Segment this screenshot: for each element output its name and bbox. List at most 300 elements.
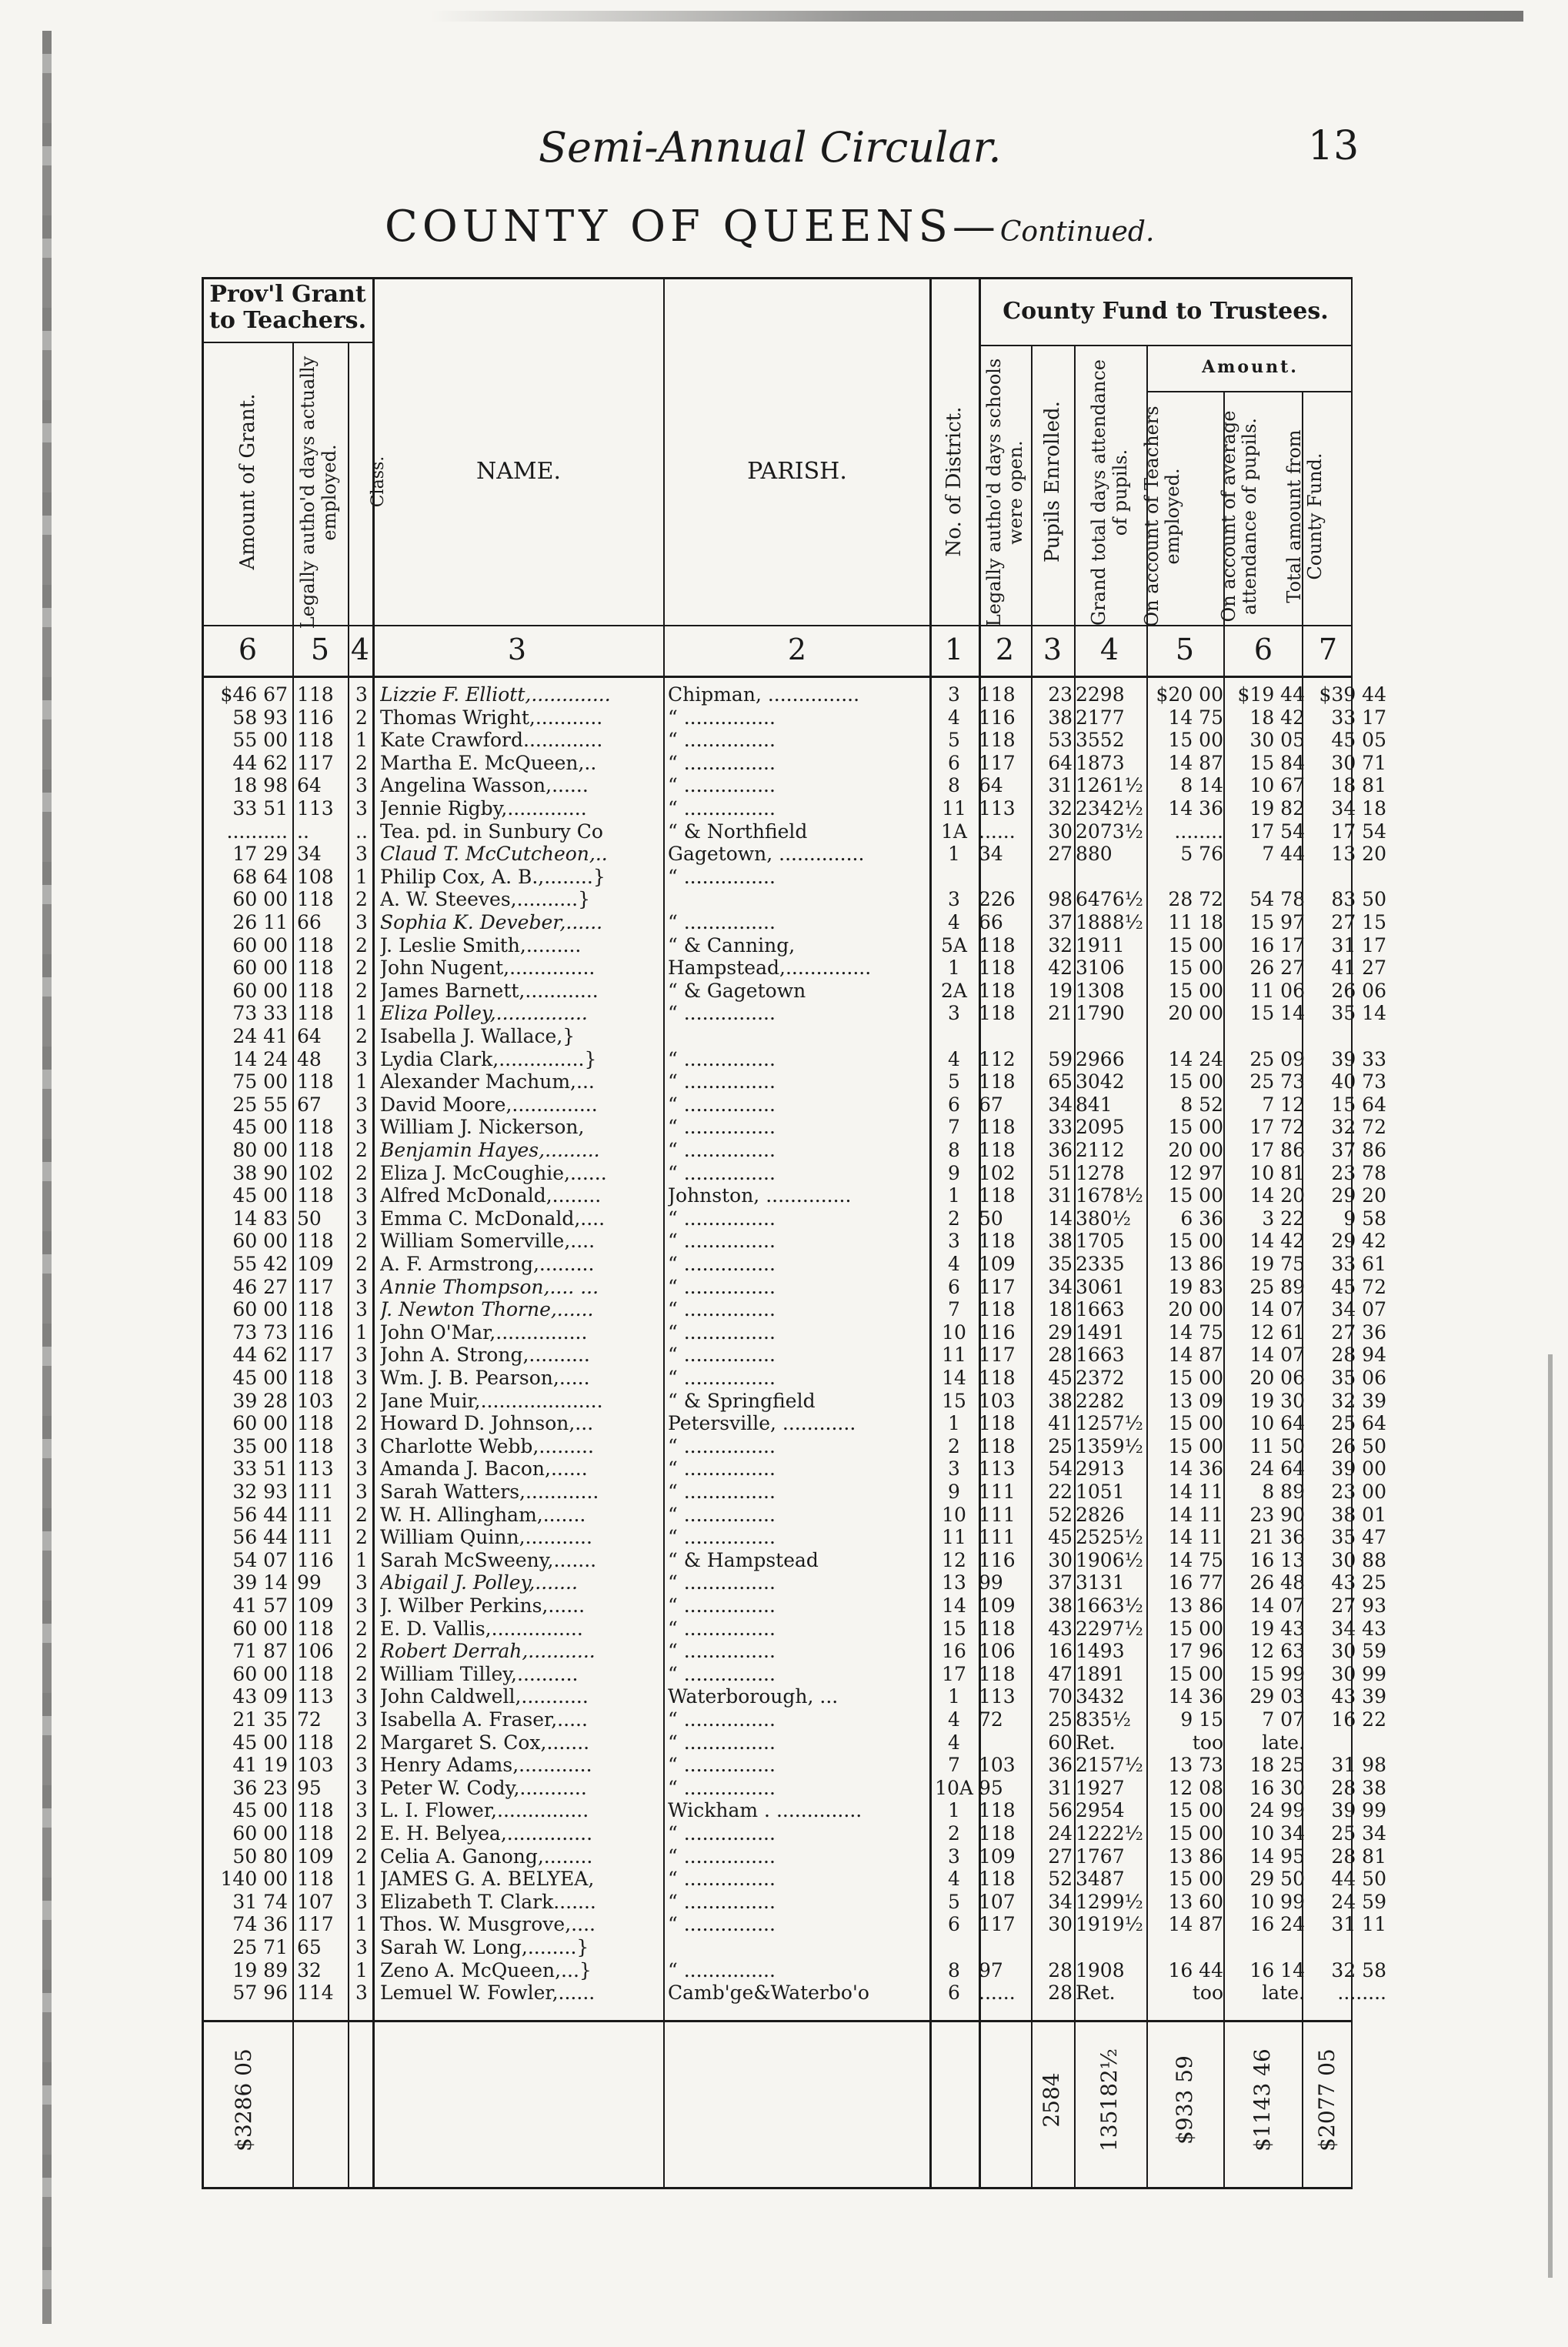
cell-class: 2 — [355, 933, 368, 956]
cell-parish: Hampstead,.............. — [668, 956, 872, 980]
cell-parish: “ ............... — [668, 1116, 776, 1139]
cell-average-amount: 17 86 — [1249, 1139, 1305, 1161]
cell-name: Claud T. McCutcheon,.. — [380, 843, 608, 866]
cell-total-amount: 24 59 — [1331, 1890, 1386, 1913]
cell-total-amount: 29 42 — [1331, 1230, 1386, 1253]
table-row — [202, 1161, 1386, 1184]
cell-attendance: 1888½ — [1076, 911, 1143, 933]
cell-district: 10 — [942, 1503, 966, 1526]
cell-district: 6 — [948, 1981, 960, 2005]
cell-district: 4 — [948, 911, 960, 933]
cell-amount-of-grant: 60 00 — [232, 888, 288, 911]
cell-class: 1 — [355, 865, 368, 888]
cell-district: 4 — [948, 1731, 960, 1754]
cell-attendance: 2112 — [1076, 1139, 1125, 1161]
cell-days-employed: 118 — [297, 1184, 334, 1207]
cell-name: Alfred McDonald,........ — [380, 1184, 602, 1207]
cell-teachers-amount: 5 76 — [1180, 843, 1223, 866]
cell-district: 3 — [948, 1230, 960, 1253]
cell-district: 14 — [942, 1594, 966, 1617]
cell-teachers-amount: 15 00 — [1168, 729, 1223, 752]
cell-name: William Somerville,.... — [380, 1230, 596, 1253]
cell-days-open: 118 — [979, 1799, 1016, 1822]
cell-days-employed: 116 — [297, 1320, 334, 1344]
cell-class: 3 — [355, 1685, 368, 1708]
cell-district: 5 — [948, 1890, 960, 1913]
cell-total-amount: 17 54 — [1331, 820, 1386, 843]
cell-amount-of-grant: 56 44 — [232, 1503, 288, 1526]
running-head — [0, 115, 1568, 177]
cell-days-open: 118 — [979, 1434, 1016, 1457]
cell-class: 1 — [355, 1002, 368, 1025]
cell-days-employed: 118 — [297, 1617, 334, 1640]
cell-total-amount: 33 61 — [1331, 1253, 1386, 1275]
table-row — [202, 1662, 1386, 1685]
cell-parish: “ ............... — [668, 1776, 776, 1799]
cell-total-amount: 45 72 — [1331, 1275, 1386, 1298]
cell-parish: “ ............... — [668, 1822, 776, 1845]
cell-parish: “ & Gagetown — [668, 979, 806, 1002]
cell-days-open: 107 — [979, 1890, 1016, 1913]
cell-average-amount: 10 99 — [1249, 1890, 1305, 1913]
cell-district: 11 — [942, 797, 966, 820]
cell-average-amount: 11 50 — [1249, 1434, 1305, 1457]
cell-pupils-enrolled: 36 — [1048, 1139, 1073, 1161]
cell-teachers-amount: 15 00 — [1168, 1617, 1223, 1640]
cell-class: 3 — [355, 1776, 368, 1799]
cell-days-open: 72 — [979, 1708, 1003, 1731]
table-row — [202, 1845, 1386, 1868]
cell-amount-of-grant: 80 00 — [232, 1139, 288, 1161]
cell-attendance: 1906½ — [1076, 1548, 1143, 1571]
cell-teachers-amount: 15 00 — [1168, 1184, 1223, 1207]
cell-total-amount: 13 20 — [1331, 843, 1386, 866]
cell-district: 8 — [948, 1139, 960, 1161]
cell-class: 3 — [355, 1275, 368, 1298]
cell-total-amount: 34 07 — [1331, 1298, 1386, 1321]
cell-attendance: 1873 — [1076, 751, 1125, 774]
table-row — [202, 843, 1386, 866]
cell-attendance: 2342½ — [1076, 797, 1143, 820]
cell-name: JAMES G. A. BELYEA, — [380, 1868, 595, 1891]
cell-attendance: Ret. — [1076, 1731, 1116, 1754]
cell-days-employed: 99 — [297, 1571, 322, 1594]
cell-teachers-amount: 14 36 — [1168, 1685, 1223, 1708]
cell-amount-of-grant: 60 00 — [232, 1617, 288, 1640]
cell-amount-of-grant: 58 93 — [232, 706, 288, 729]
cell-teachers-amount: 20 00 — [1168, 1002, 1223, 1025]
cell-amount-of-grant: 19 89 — [232, 1958, 288, 1981]
cell-name: Abigail J. Polley,....... — [380, 1571, 578, 1594]
cell-amount-of-grant: 56 44 — [232, 1526, 288, 1549]
cell-district: 8 — [948, 774, 960, 797]
cell-amount-of-grant: 75 00 — [232, 1070, 288, 1093]
cell-days-employed: 117 — [297, 751, 334, 774]
cell-teachers-amount: 13 86 — [1168, 1253, 1223, 1275]
cell-class: 3 — [355, 1207, 368, 1230]
cell-days-open: 118 — [979, 1822, 1016, 1845]
cell-class: 1 — [355, 1548, 368, 1571]
cell-total-amount: 27 36 — [1331, 1320, 1386, 1344]
cell-total-amount: 34 43 — [1331, 1617, 1386, 1640]
cell-name: Angelina Wasson,...... — [380, 774, 589, 797]
cell-total-amount: 32 58 — [1331, 1958, 1386, 1981]
cell-average-amount: 20 06 — [1249, 1367, 1305, 1389]
table-row — [202, 1298, 1386, 1321]
cell-total-amount: 83 50 — [1331, 888, 1386, 911]
cell-attendance: 1222½ — [1076, 1822, 1143, 1845]
cell-amount-of-grant: 32 93 — [232, 1481, 288, 1503]
cell-days-employed: 114 — [297, 1981, 334, 2005]
cell-days-employed: 113 — [297, 797, 334, 820]
cell-parish: “ ............... — [668, 1958, 776, 1981]
cell-amount-of-grant: 60 00 — [232, 979, 288, 1002]
cell-days-open: 118 — [979, 1184, 1016, 1207]
cell-parish: “ ............... — [668, 1868, 776, 1891]
cell-days-employed: 108 — [297, 865, 334, 888]
cell-amount-of-grant: 25 55 — [232, 1093, 288, 1116]
cell-attendance: 1308 — [1076, 979, 1125, 1002]
cell-name: John Caldwell,........... — [380, 1685, 589, 1708]
cell-total-amount: 35 14 — [1331, 1002, 1386, 1025]
cell-teachers-amount: 15 00 — [1168, 1070, 1223, 1093]
cell-pupils-enrolled: 43 — [1048, 1617, 1073, 1640]
cell-total-amount: 26 06 — [1331, 979, 1386, 1002]
cell-parish: “ ............... — [668, 1344, 776, 1367]
cell-teachers-amount: 11 18 — [1168, 911, 1223, 933]
cell-total-amount: 28 38 — [1331, 1776, 1386, 1799]
cell-attendance: 3131 — [1076, 1571, 1125, 1594]
cell-attendance: 2282 — [1076, 1389, 1125, 1412]
cell-days-employed: 117 — [297, 1913, 334, 1936]
header-prov-grant: Prov'l Grant to Teachers. — [209, 281, 367, 334]
cell-attendance: 1493 — [1076, 1640, 1125, 1663]
table-row — [202, 1070, 1386, 1093]
cell-days-employed: 113 — [297, 1685, 334, 1708]
header-total-amount: Total amount from County Fund. — [1283, 429, 1326, 603]
cell-average-amount: 16 13 — [1249, 1548, 1305, 1571]
cell-teachers-amount: 14 75 — [1168, 706, 1223, 729]
cell-days-employed: 67 — [297, 1093, 322, 1116]
page-number: 13 — [1308, 123, 1359, 169]
cell-average-amount: 30 05 — [1249, 729, 1305, 752]
cell-class: 2 — [355, 1025, 368, 1047]
header-amount: Amount. — [1202, 357, 1299, 377]
cell-days-open: 118 — [979, 956, 1016, 980]
table-title-main: COUNTY OF QUEENS— — [385, 202, 1000, 252]
cell-parish: “ ............... — [668, 1754, 776, 1777]
col-number: 1 — [944, 633, 964, 666]
cell-teachers-amount: ........ — [1174, 820, 1223, 843]
cell-parish: Petersville, ............ — [668, 1412, 856, 1435]
cell-pupils-enrolled: 52 — [1048, 1503, 1073, 1526]
table-row — [202, 1822, 1386, 1845]
cell-teachers-amount: 14 24 — [1168, 1047, 1223, 1070]
cell-name: L. I. Flower,............... — [380, 1799, 589, 1822]
cell-average-amount: 14 20 — [1249, 1184, 1305, 1207]
cell-parish: “ ............... — [668, 1002, 776, 1025]
cell-class: 3 — [355, 1093, 368, 1116]
cell-days-open: 118 — [979, 1617, 1016, 1640]
cell-total-amount: 40 73 — [1331, 1070, 1386, 1093]
cell-pupils-enrolled: 36 — [1048, 1754, 1073, 1777]
cell-amount-of-grant: 55 00 — [232, 729, 288, 752]
cell-parish: Johnston, .............. — [668, 1184, 852, 1207]
cell-district: 12 — [942, 1548, 966, 1571]
cell-class: 2 — [355, 979, 368, 1002]
cell-total-amount: 32 39 — [1331, 1389, 1386, 1412]
cell-days-employed: 107 — [297, 1890, 334, 1913]
cell-attendance: 2954 — [1076, 1799, 1125, 1822]
cell-average-amount: 16 24 — [1249, 1913, 1305, 1936]
table-row — [202, 1640, 1386, 1663]
cell-days-open: 117 — [979, 751, 1016, 774]
cell-parish: Camb'ge&Waterbo'o — [668, 1981, 869, 2005]
cell-pupils-enrolled: 35 — [1048, 1253, 1073, 1275]
cell-district: 4 — [948, 1708, 960, 1731]
cell-teachers-amount: 20 00 — [1168, 1298, 1223, 1321]
cell-class: 1 — [355, 1913, 368, 1936]
cell-total-amount: 39 99 — [1331, 1799, 1386, 1822]
cell-teachers-amount: 6 36 — [1180, 1207, 1223, 1230]
cell-pupils-enrolled: 64 — [1048, 751, 1073, 774]
cell-district: 7 — [948, 1298, 960, 1321]
cell-amount-of-grant: 60 00 — [232, 1822, 288, 1845]
cell-attendance: 2826 — [1076, 1503, 1125, 1526]
cell-days-open: 118 — [979, 1412, 1016, 1435]
cell-parish: “ ............... — [668, 911, 776, 933]
cell-days-employed: 103 — [297, 1389, 334, 1412]
cell-days-open: 118 — [979, 1070, 1016, 1093]
cell-name: John A. Strong,.......... — [380, 1344, 590, 1367]
cell-parish: “ ............... — [668, 1161, 776, 1184]
col-number: 2 — [787, 633, 807, 666]
cell-pupils-enrolled: 19 — [1048, 979, 1073, 1002]
header-class: Class. — [369, 456, 388, 508]
cell-days-employed: 109 — [297, 1594, 334, 1617]
cell-total-amount: 43 25 — [1331, 1571, 1386, 1594]
cell-district: 17 — [942, 1662, 966, 1685]
cell-pupils-enrolled: 38 — [1048, 1594, 1073, 1617]
cell-class: 3 — [355, 843, 368, 866]
cell-class: 3 — [355, 797, 368, 820]
cell-district: 3 — [948, 1457, 960, 1481]
cell-total-amount: 35 47 — [1331, 1526, 1386, 1549]
cell-pupils-enrolled: 70 — [1048, 1685, 1073, 1708]
cell-district: 1A — [941, 820, 967, 843]
cell-total-amount: 43 39 — [1331, 1685, 1386, 1708]
cell-days-employed: 72 — [297, 1708, 322, 1731]
cell-total-amount: 26 50 — [1331, 1434, 1386, 1457]
cell-teachers-amount: 13 60 — [1168, 1890, 1223, 1913]
cell-attendance: 1299½ — [1076, 1890, 1143, 1913]
cell-amount-of-grant: 60 00 — [232, 956, 288, 980]
cell-class: 3 — [355, 1571, 368, 1594]
cell-class: 3 — [355, 1047, 368, 1070]
cell-teachers-amount: 15 00 — [1168, 956, 1223, 980]
cell-pupils-enrolled: 31 — [1048, 774, 1073, 797]
table-row — [202, 1253, 1386, 1275]
cell-class: 2 — [355, 956, 368, 980]
cell-teachers-amount: 8 52 — [1180, 1093, 1223, 1116]
cell-name: W. H. Allingham,....... — [380, 1503, 586, 1526]
cell-days-employed: 118 — [297, 729, 334, 752]
cell-days-employed: .. — [297, 820, 309, 843]
cell-days-open: 117 — [979, 1275, 1016, 1298]
cell-days-open: 111 — [979, 1526, 1016, 1549]
cell-district: 14 — [942, 1367, 966, 1389]
table-row — [202, 1913, 1386, 1936]
cell-pupils-enrolled: 18 — [1048, 1298, 1073, 1321]
cell-pupils-enrolled: 34 — [1048, 1093, 1073, 1116]
table-row — [202, 1776, 1386, 1799]
cell-average-amount: 12 61 — [1249, 1320, 1305, 1344]
cell-pupils-enrolled: 41 — [1048, 1412, 1073, 1435]
table-row — [202, 911, 1386, 933]
cell-average-amount: 10 64 — [1249, 1412, 1305, 1435]
cell-total-amount: 25 34 — [1331, 1822, 1386, 1845]
table-row — [202, 1412, 1386, 1435]
cell-teachers-amount: 20 00 — [1168, 1139, 1223, 1161]
cell-name: Amanda J. Bacon,...... — [380, 1457, 588, 1481]
cell-average-amount: 15 84 — [1249, 751, 1305, 774]
cell-average-amount: 14 07 — [1249, 1298, 1305, 1321]
cell-days-employed: 113 — [297, 1457, 334, 1481]
header-county-fund: County Fund to Trustees. — [1003, 298, 1329, 325]
cell-attendance: 880 — [1076, 843, 1113, 866]
cell-pupils-enrolled: 45 — [1048, 1367, 1073, 1389]
cell-name: Thomas Wright,........... — [380, 706, 603, 729]
table-row — [202, 1139, 1386, 1161]
cell-pupils-enrolled: 30 — [1048, 1548, 1073, 1571]
cell-parish: “ ............... — [668, 751, 776, 774]
cell-amount-of-grant: $46 67 — [220, 683, 288, 706]
cell-class: 3 — [355, 911, 368, 933]
table-title — [385, 202, 1154, 252]
col-number: 5 — [310, 633, 330, 666]
cell-district: 1 — [948, 956, 960, 980]
cell-teachers-amount: 13 86 — [1168, 1594, 1223, 1617]
cell-teachers-amount: 15 00 — [1168, 1662, 1223, 1685]
cell-attendance: 2073½ — [1076, 820, 1143, 843]
cell-parish: “ ............... — [668, 1617, 776, 1640]
cell-parish: “ ............... — [668, 1320, 776, 1344]
cell-name: David Moore,.............. — [380, 1093, 598, 1116]
cell-days-open: 106 — [979, 1640, 1016, 1663]
table-row — [202, 1344, 1386, 1367]
cell-days-open: 118 — [979, 1367, 1016, 1389]
header-legally-open: Legally autho'd days schools were open. — [983, 358, 1026, 627]
running-title: Semi-Annual Circular. — [539, 123, 1002, 172]
cell-attendance: 380½ — [1076, 1207, 1131, 1230]
cell-days-open: 113 — [979, 797, 1016, 820]
cell-total-amount: 34 18 — [1331, 797, 1386, 820]
cell-teachers-amount: 14 36 — [1168, 1457, 1223, 1481]
cell-district: 6 — [948, 1275, 960, 1298]
cell-amount-of-grant: 50 80 — [232, 1845, 288, 1868]
cell-parish: “ ............... — [668, 865, 776, 888]
cell-days-open: 118 — [979, 1662, 1016, 1685]
cell-name: Sarah Watters,............ — [380, 1481, 599, 1503]
cell-district: 7 — [948, 1116, 960, 1139]
cell-teachers-amount: 13 09 — [1168, 1389, 1223, 1412]
cell-days-employed: 116 — [297, 1548, 334, 1571]
cell-days-employed: 118 — [297, 1868, 334, 1891]
cell-pupils-enrolled: 34 — [1048, 1890, 1073, 1913]
cell-attendance: 1359½ — [1076, 1434, 1143, 1457]
cell-amount-of-grant: 25 71 — [232, 1936, 288, 1958]
table-row — [202, 1868, 1386, 1891]
cell-days-employed: 118 — [297, 1822, 334, 1845]
cell-pupils-enrolled: 37 — [1048, 911, 1073, 933]
cell-name: James Barnett,............ — [380, 979, 599, 1002]
cell-total-amount: 38 01 — [1331, 1503, 1386, 1526]
cell-average-amount: 24 64 — [1249, 1457, 1305, 1481]
cell-name: E. D. Vallis,............... — [380, 1617, 583, 1640]
cell-name: Tea. pd. in Sunbury Co — [380, 820, 603, 843]
cell-amount-of-grant: 21 35 — [232, 1708, 288, 1731]
table-row — [202, 1617, 1386, 1640]
cell-district: 1 — [948, 1184, 960, 1207]
cell-district: 16 — [942, 1640, 966, 1663]
cell-total-amount: 39 33 — [1331, 1047, 1386, 1070]
cell-total-amount: 35 06 — [1331, 1367, 1386, 1389]
cell-parish: “ ............... — [668, 797, 776, 820]
table-row — [202, 1936, 1353, 1958]
table-row — [202, 1481, 1386, 1503]
cell-district: 2A — [941, 979, 967, 1002]
cell-teachers-amount: 28 72 — [1168, 888, 1223, 911]
cell-name: Elizabeth T. Clark....... — [380, 1890, 596, 1913]
cell-attendance: 2177 — [1076, 706, 1125, 729]
cell-days-open: 109 — [979, 1594, 1016, 1617]
cell-average-amount: 14 95 — [1249, 1845, 1305, 1868]
cell-amount-of-grant: 45 00 — [232, 1184, 288, 1207]
cell-attendance: 3061 — [1076, 1275, 1125, 1298]
cell-amount-of-grant: 140 00 — [220, 1868, 288, 1891]
cell-name: Benjamin Hayes,......... — [380, 1139, 600, 1161]
cell-days-open: 118 — [979, 1002, 1016, 1025]
cell-days-open: 95 — [979, 1776, 1003, 1799]
cell-days-employed: 109 — [297, 1253, 334, 1275]
cell-district: 15 — [942, 1617, 966, 1640]
table-title-suffix: Continued. — [999, 216, 1155, 248]
cell-district: 9 — [948, 1481, 960, 1503]
cell-days-open: 117 — [979, 1344, 1016, 1367]
table-row — [202, 1571, 1386, 1594]
cell-days-employed: 50 — [297, 1207, 322, 1230]
table-row — [202, 1708, 1386, 1731]
table-row — [202, 774, 1386, 797]
cell-days-employed: 32 — [297, 1958, 322, 1981]
cell-name: E. H. Belyea,.............. — [380, 1822, 593, 1845]
cell-days-open: 67 — [979, 1093, 1003, 1116]
cell-amount-of-grant: 43 09 — [232, 1685, 288, 1708]
cell-days-open: 116 — [979, 1548, 1016, 1571]
table-row — [202, 933, 1386, 956]
cell-name: Lizzie F. Elliott,............. — [380, 683, 611, 706]
header-amount-of-grant: Amount of Grant. — [236, 393, 259, 570]
cell-average-amount: 54 78 — [1249, 888, 1305, 911]
cell-days-employed: 118 — [297, 956, 334, 980]
cell-name: J. Leslie Smith,......... — [380, 933, 582, 956]
cell-district: 3 — [948, 1845, 960, 1868]
cell-attendance: 841 — [1076, 1093, 1113, 1116]
cell-name: William J. Nickerson, — [380, 1116, 585, 1139]
cell-class: 2 — [355, 1503, 368, 1526]
cell-teachers-amount: 15 00 — [1168, 1822, 1223, 1845]
col-number: 7 — [1318, 633, 1338, 666]
